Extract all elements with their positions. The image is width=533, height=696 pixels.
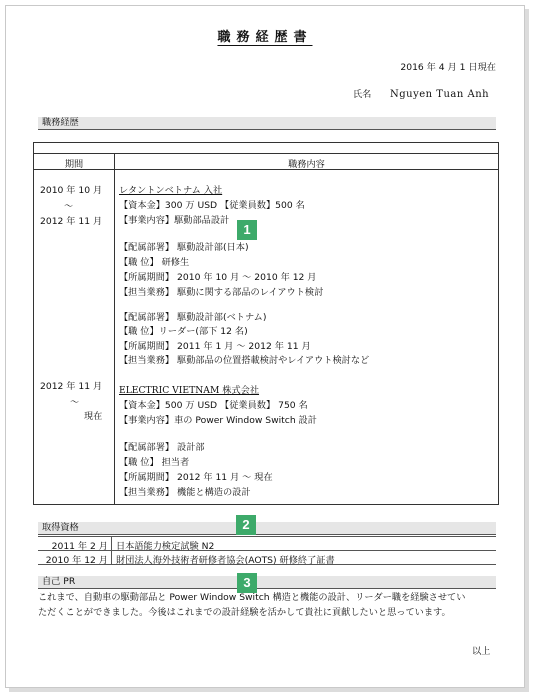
table-row xyxy=(38,537,496,551)
content-line: 【所属期間】 2012 年 11 月 ～ 現在 xyxy=(119,472,273,483)
qualification-text: 財団法人海外技術者研修者協会(AOTS) 研修終了証書 xyxy=(116,555,335,566)
content-line: 【所属期間】 2011 年 1 月 ～ 2012 年 11 月 xyxy=(119,341,311,352)
content-line: 【職 位】 研修生 xyxy=(119,257,190,268)
column-header-content: 職務内容 xyxy=(288,159,325,170)
content-line: 【所属期間】 2010 年 10 月 ～ 2010 年 12 月 xyxy=(119,272,317,283)
career-section-title: 職務経歴 xyxy=(42,117,79,128)
content-line: 【資本金】300 万 USD 【従業員数】500 名 xyxy=(119,200,305,211)
pr-body xyxy=(38,590,500,620)
period-2-end: 現在 xyxy=(84,411,103,422)
period-2-tilde: ～ xyxy=(70,397,80,408)
qualification-date: 2011 年 2 月 xyxy=(51,541,108,552)
document-title: 職務経歴書 xyxy=(217,30,313,45)
content-line: 【担当業務】 機能と構造の設計 xyxy=(119,487,251,498)
row-divider xyxy=(111,537,112,550)
content-line: 【職 位】リーダー(部下 12 名) xyxy=(119,326,248,337)
content-line: 【担当業務】 駆動部品の位置搭載検討やレイアウト検討など xyxy=(119,355,370,366)
content-line: 【事業内容】車の Power Window Switch 設計 xyxy=(119,415,317,426)
content-line: 【配属部署】 駆動設計部(ベトナム) xyxy=(119,312,267,323)
closing-text: 以上 xyxy=(472,646,491,657)
period-1-start: 2010 年 10 月 xyxy=(40,185,103,196)
document-date: 2016 年 4 月 1 日現在 xyxy=(400,62,496,73)
marker-3-badge: 3 xyxy=(237,573,257,593)
content-line: 【事業内容】駆動部品設計 xyxy=(119,215,230,226)
qualifications-table xyxy=(38,536,496,565)
qualification-text: 日本語能力検定試験 N2 xyxy=(116,541,215,552)
table-column-divider xyxy=(114,153,115,504)
row-divider xyxy=(111,551,112,564)
qualifications-section-title: 取得資格 xyxy=(42,522,79,533)
career-table xyxy=(33,142,499,505)
marker-1-badge: 1 xyxy=(237,220,257,240)
pr-text-line: これまで、自動車の駆動部品と Power Window Switch 構造と機能の設計、リーダー職を経験させてい xyxy=(38,592,466,603)
pr-text-line: ただくことができました。今後はこれまでの設計経験を活かして貴社に貢献したいと思っています。 xyxy=(38,607,451,618)
company-2-name: ELECTRIC VIETNAM 株式会社 xyxy=(119,385,260,396)
pr-section-title: 自己 PR xyxy=(42,576,76,587)
content-line: 【配属部署】 設計部 xyxy=(119,442,205,453)
table-row xyxy=(38,551,496,565)
name-value: Nguyen Tuan Anh xyxy=(390,89,490,100)
period-2-start: 2012 年 11 月 xyxy=(40,381,103,392)
company-1-name: レタントンベトナム 入社 xyxy=(119,185,223,196)
table-top-rule xyxy=(34,153,498,154)
resume-sheet xyxy=(5,5,525,688)
period-1-end: 2012 年 11 月 xyxy=(40,216,103,227)
content-line: 【配属部署】 駆動設計部(日本) xyxy=(119,242,249,253)
name-label: 氏名 xyxy=(353,89,372,100)
period-1-tilde: ～ xyxy=(64,201,74,212)
qualification-date: 2010 年 12 月 xyxy=(45,555,108,566)
marker-2-badge: 2 xyxy=(236,515,256,535)
pr-section-header xyxy=(38,576,496,589)
career-section-header xyxy=(38,117,496,130)
content-line: 【職 位】 担当者 xyxy=(119,457,190,468)
content-line: 【資本金】500 万 USD 【従業員数】 750 名 xyxy=(119,400,308,411)
column-header-period: 期間 xyxy=(64,159,84,170)
content-line: 【担当業務】 駆動に関する部品のレイアウト検討 xyxy=(119,287,324,298)
qualifications-section-header xyxy=(38,522,496,535)
